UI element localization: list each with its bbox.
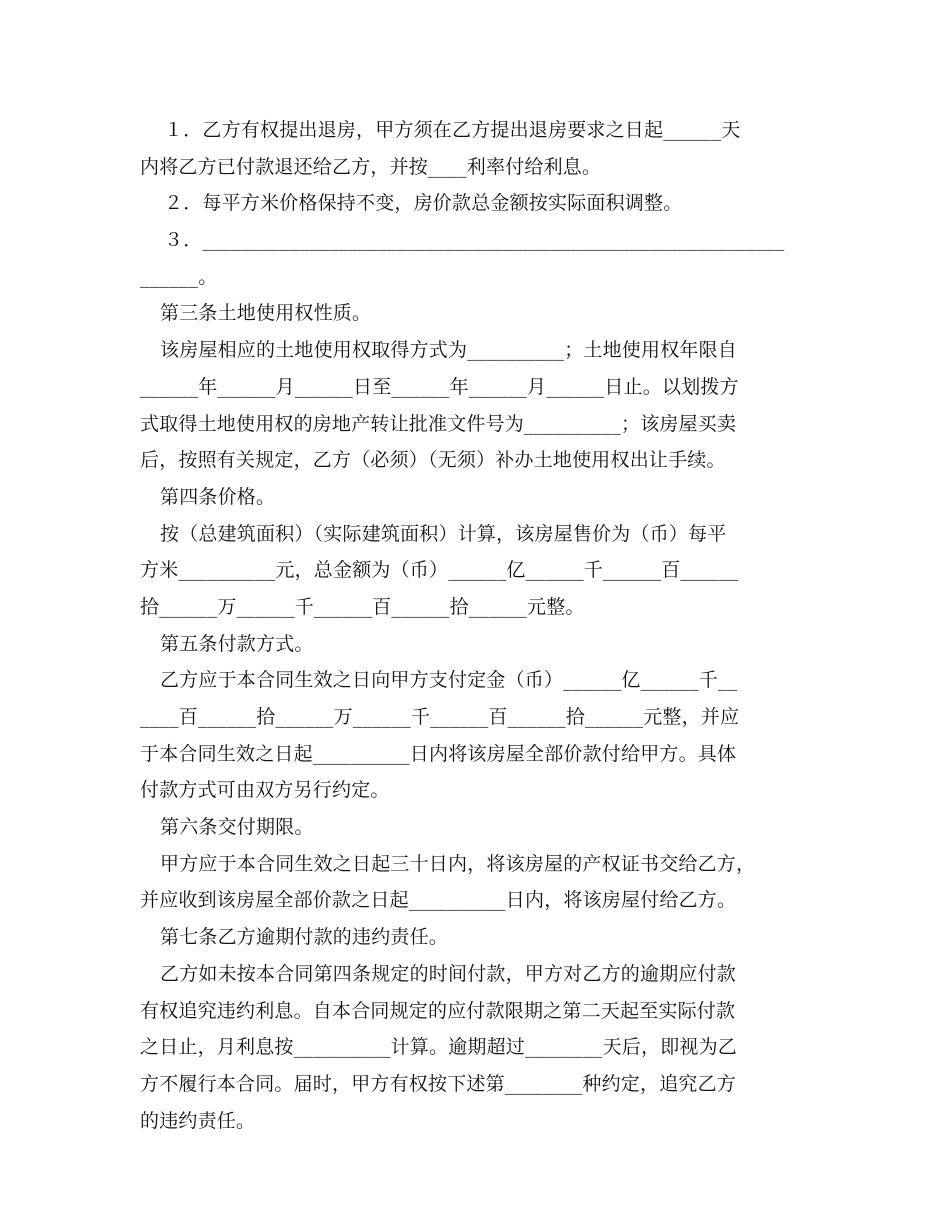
text-line: １．乙方有权提出退房，甲方须在乙方提出退房要求之日起______天 (164, 119, 741, 141)
section-heading: 第六条交付期限。 (160, 816, 314, 839)
text-line: 方米__________元，总金额为（币）______亿______千______百______ (140, 559, 739, 582)
text-line: 付款方式可由双方另行约定。 (140, 779, 390, 802)
text-line: 于本合同生效之日起__________日内将该房屋全部价款付给甲方。具体 (140, 742, 737, 765)
text-line: 有权追究违约利息。自本合同规定的应付款限期之第二天起至实际付款 (140, 999, 736, 1022)
text-line: 甲方应于本合同生效之日起三十日内，将该房屋的产权证书交给乙方， (160, 852, 756, 875)
text-line: 并应收到该房屋全部价款之日起__________日内，将该房屋付给乙方。 (140, 889, 737, 912)
document-page (140, 112, 820, 1139)
text-line: 乙方如未按本合同第四条规定的时间付款，甲方对乙方的逾期应付款 (160, 962, 737, 985)
text-line: ______。 (140, 265, 218, 288)
text-line: 后，按照有关规定，乙方（必须）（无须）补办土地使用权出让手续。 (140, 449, 726, 472)
text-line: 按（总建筑面积）（实际建筑面积）计算，该房屋售价为（币）每平 (160, 522, 727, 545)
section-heading: 第四条价格。 (160, 485, 276, 508)
text-line: 乙方应于本合同生效之日向甲方支付定金（币）______亿______千__ (160, 669, 738, 692)
section-heading: 第三条土地使用权性质。 (160, 302, 372, 325)
text-line: 拾______万______千______百______拾______元整。 (140, 595, 585, 618)
text-line: 内将乙方已付款退还给乙方，并按____利率付给利息。 (140, 155, 602, 178)
text-line: 之日止，月利息按__________计算。逾期超过________天后，即视为乙 (140, 1036, 738, 1059)
section-heading: 第五条付款方式。 (160, 632, 314, 655)
section-heading: 第七条乙方逾期付款的违约责任。 (160, 926, 449, 949)
text-line: 式取得土地使用权的房地产转让批准文件号为__________；该房屋买卖 (140, 412, 737, 435)
text-line: 该房屋相应的土地使用权取得方式为__________；土地使用权年限自 (160, 339, 738, 362)
text-line: ______年______月______日至______年______月______日止。以划拨方 (140, 375, 739, 398)
text-line: ２．每平方米价格保持不变，房价款总金额按实际面积调整。 (164, 192, 683, 215)
text-line: ____百______拾______万______千______百______拾______元整，并应 (140, 706, 740, 728)
text-line: 的违约责任。 (140, 1109, 256, 1132)
text-line: ３．____________________________________________________________ (164, 229, 785, 252)
text-line: 方不履行本合同。届时，甲方有权按下述第________种约定，追究乙方 (140, 1072, 737, 1095)
